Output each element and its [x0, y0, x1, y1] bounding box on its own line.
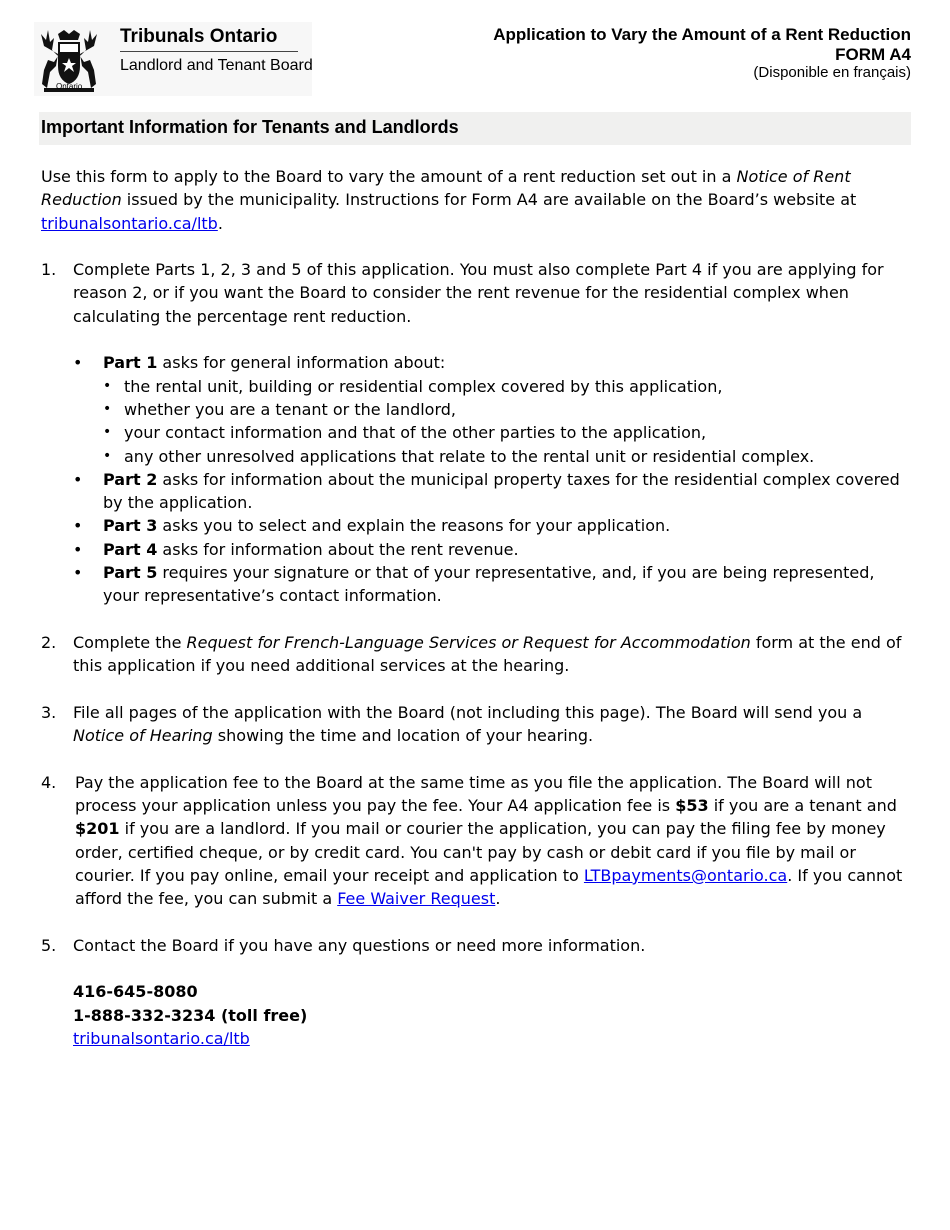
- form-title: Application to Vary the Amount of a Rent Reduction: [493, 25, 911, 44]
- sub-item-text: your contact information and that of the other parties to the application,: [124, 423, 707, 443]
- list-item-2: [41, 631, 911, 678]
- form-heading: [493, 25, 911, 81]
- part-5-label: Part 5: [103, 563, 158, 583]
- section-title: Important Information for Tenants and Landlords: [41, 117, 459, 137]
- sub-bullet-icon: •: [103, 400, 112, 417]
- bullet-icon: •: [73, 539, 83, 559]
- item-number: 2.: [41, 632, 57, 652]
- list-item-3: [41, 701, 911, 748]
- part-4-label: Part 4: [103, 539, 158, 559]
- intro-website-link[interactable]: tribunalsontario.ca/ltb: [41, 213, 218, 233]
- part-1-bullet: [73, 351, 911, 467]
- item-4-text-b: if you are a tenant and: [708, 796, 897, 816]
- item-4-text-end: .: [495, 889, 501, 909]
- item-3-text: [73, 701, 911, 748]
- ontario-label: Ontario: [56, 82, 83, 91]
- part-1-label: Part 1: [103, 353, 158, 373]
- part-5-bullet: [73, 561, 911, 608]
- list-item-4: [41, 771, 911, 911]
- item-2-text-a: Complete the: [73, 632, 187, 652]
- request-form-title: Request for French-Language Services or Request for Accommodation: [186, 632, 751, 652]
- tenant-fee: $53: [675, 796, 709, 816]
- form-code: FORM A4: [835, 45, 911, 64]
- item-4-text-a: Pay the application fee to the Board at the same time as you file the application. The Board will not process your application unless you pay the fee. Your A4 application fee is: [75, 772, 872, 816]
- sub-bullet-icon: •: [103, 424, 112, 441]
- sub-bullet-icon: •: [103, 447, 112, 464]
- part-3-label: Part 3: [103, 516, 158, 536]
- item-number: 3.: [41, 702, 57, 722]
- intro-paragraph: [41, 165, 911, 235]
- document-body: [41, 165, 911, 1074]
- list-item-5: [41, 934, 911, 1050]
- parts-list: [73, 351, 911, 607]
- item-number: 5.: [41, 935, 57, 955]
- item-1-text: Complete Parts 1, 2, 3 and 5 of this application. You must also complete Part 4 if you are applying for reason 2, or if you want the Board to consider the rent revenue for the residential complex when calculating the percentage rent reduction.: [73, 260, 884, 326]
- part-4-bullet: [73, 538, 911, 561]
- sub-list-item: [103, 421, 911, 444]
- part-3-text: asks you to select and explain the reasons for your application.: [157, 516, 671, 536]
- item-4-text: [75, 771, 911, 911]
- bullet-icon: •: [73, 563, 83, 583]
- part-3-bullet: [73, 514, 911, 537]
- phone-toll-free: 1-888-332-3234 (toll free): [73, 1005, 308, 1025]
- part-1-text: asks for general information about:: [157, 353, 446, 373]
- part-5-text: requires your signature or that of your representative, and, if you are being represented, your representative’s contact information.: [103, 563, 875, 606]
- bullet-icon: •: [73, 516, 83, 536]
- notice-of-hearing-title: Notice of Hearing: [73, 726, 213, 746]
- sub-bullet-icon: •: [103, 377, 112, 394]
- item-3-text-b: showing the time and location of your hearing.: [212, 726, 594, 746]
- org-name: Tribunals Ontario: [120, 26, 278, 47]
- contact-block: [73, 980, 911, 1050]
- part-2-label: Part 2: [103, 469, 158, 489]
- section-header-bar: [39, 112, 911, 145]
- org-divider: [120, 51, 298, 52]
- sub-item-text: the rental unit, building or residential complex covered by this application,: [124, 376, 723, 396]
- bullet-icon: •: [73, 469, 83, 489]
- sub-list-item: [103, 375, 911, 398]
- sub-item-text: any other unresolved applications that relate to the rental unit or residential complex.: [124, 446, 815, 466]
- payments-email-link[interactable]: LTBpayments@ontario.ca: [583, 865, 788, 885]
- sub-item-text: whether you are a tenant or the landlord,: [124, 399, 457, 419]
- item-3-text-a: File all pages of the application with the Board (not including this page). The Board will send you a: [73, 702, 863, 722]
- item-5-text: Contact the Board if you have any questions or need more information.: [73, 935, 646, 955]
- sub-list-item: [103, 398, 911, 421]
- item-2-text-b: form at the end of this application if you need additional services at the hearing.: [73, 632, 902, 676]
- phone-local: 416-645-8080: [73, 982, 198, 1002]
- language-note: (Disponible en français): [753, 64, 911, 81]
- item-number: 1.: [41, 260, 57, 280]
- part-1-sublist: [103, 375, 911, 468]
- part-2-bullet: [73, 468, 911, 515]
- part-4-text: asks for information about the rent revenue.: [157, 539, 519, 559]
- page-header: [0, 0, 950, 100]
- intro-text: Use this form to apply to the Board to vary the amount of a rent reduction set out in a: [41, 167, 737, 186]
- intro-text-end: .: [217, 213, 223, 233]
- bullet-icon: •: [73, 353, 83, 373]
- org-subtitle: Landlord and Tenant Board: [120, 57, 313, 74]
- fee-waiver-link[interactable]: Fee Waiver Request: [337, 889, 496, 909]
- contact-website-link[interactable]: tribunalsontario.ca/ltb: [73, 1028, 250, 1048]
- item-number: 4.: [41, 772, 57, 792]
- landlord-fee: $201: [75, 819, 120, 839]
- item-4-text-c: if you are a landlord. If you mail or courier the application, you can pay the filing fee by money order, certified cheque, or by credit card. You can't pay by cash or debit card if you file by mail or courier. If you pay online, email your receipt and application to: [75, 819, 886, 885]
- part-2-text: asks for information about the municipal property taxes for the residential complex covered by the application.: [103, 469, 900, 513]
- intro-text-2: issued by the municipality. Instructions for Form A4 are available on the Board’s website at: [121, 190, 857, 210]
- intro-notice-title: Notice of Rent Reduction: [41, 167, 851, 210]
- item-2-text: [73, 631, 911, 678]
- sub-list-item: [103, 445, 911, 468]
- list-item-1: [41, 258, 911, 607]
- item-4-text-d: . If you cannot afford the fee, you can submit a: [75, 865, 903, 909]
